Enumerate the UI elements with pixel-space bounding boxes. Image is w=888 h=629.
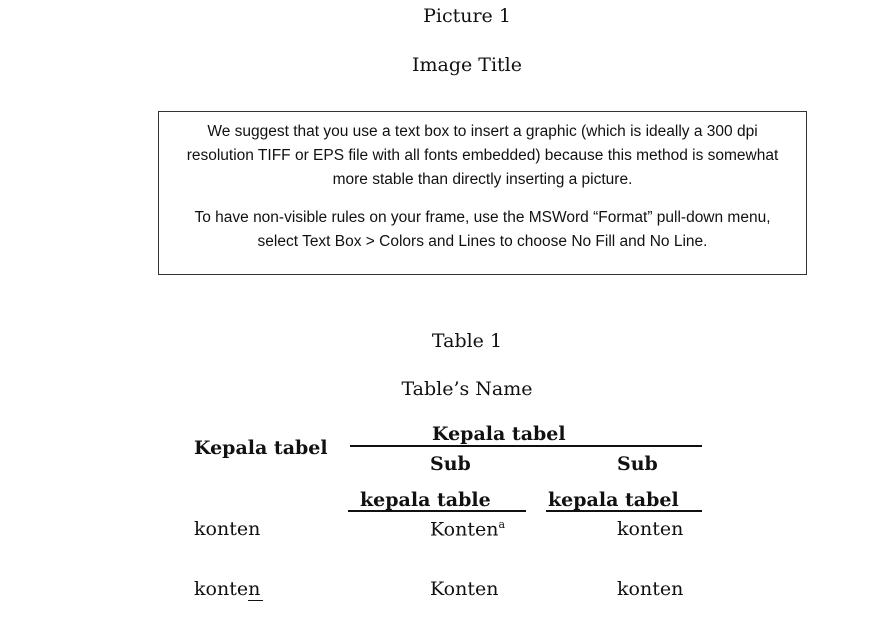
sub-header-2-rule bbox=[546, 510, 702, 512]
figure-number-label: Picture 1 bbox=[423, 5, 511, 27]
sub-header-1-line2: kepala table bbox=[360, 489, 491, 511]
instruction-text-box bbox=[158, 111, 807, 275]
footnote-marker: a bbox=[498, 518, 506, 531]
table-number-label: Table 1 bbox=[431, 330, 503, 352]
textbox-paragraph-2: To have non-visible rules on your frame, use the MSWord “Format” pull-down menu, select Text Box > Colors and Lines to choose No Fill and No Line. bbox=[194, 209, 771, 250]
sub-header-2-line1: Sub bbox=[617, 453, 658, 475]
table-row-2-col-1: konten bbox=[194, 578, 261, 600]
table-row-2-col-2: Konten bbox=[430, 578, 499, 600]
table-row-2-col-3: konten bbox=[617, 578, 684, 600]
figure-title: Image Title bbox=[411, 54, 522, 76]
sub-header-1-rule bbox=[348, 510, 526, 512]
table-header-left: Kepala tabel bbox=[194, 437, 328, 459]
sub-header-2-line2: kepala tabel bbox=[548, 489, 679, 511]
sub-header-1-line1: Sub bbox=[430, 453, 471, 475]
table-header-span: Kepala tabel bbox=[432, 423, 566, 445]
table-row-1-col-2 bbox=[430, 518, 505, 540]
table-row-1-col-1: konten bbox=[194, 518, 261, 540]
row-2-underline-mark bbox=[248, 600, 263, 601]
table-row-1-col-2-text: Konten bbox=[430, 518, 499, 541]
table-name: Table’s Name bbox=[401, 378, 533, 400]
header-span-rule bbox=[350, 445, 702, 447]
table-row-1-col-3: konten bbox=[617, 518, 684, 540]
textbox-paragraph-1: We suggest that you use a text box to insert a graphic (which is ideally a 300 dpi resolution TIFF or EPS file with all fonts embedded) because this method is somewhat more stable than directly inserting a picture. bbox=[186, 123, 779, 188]
